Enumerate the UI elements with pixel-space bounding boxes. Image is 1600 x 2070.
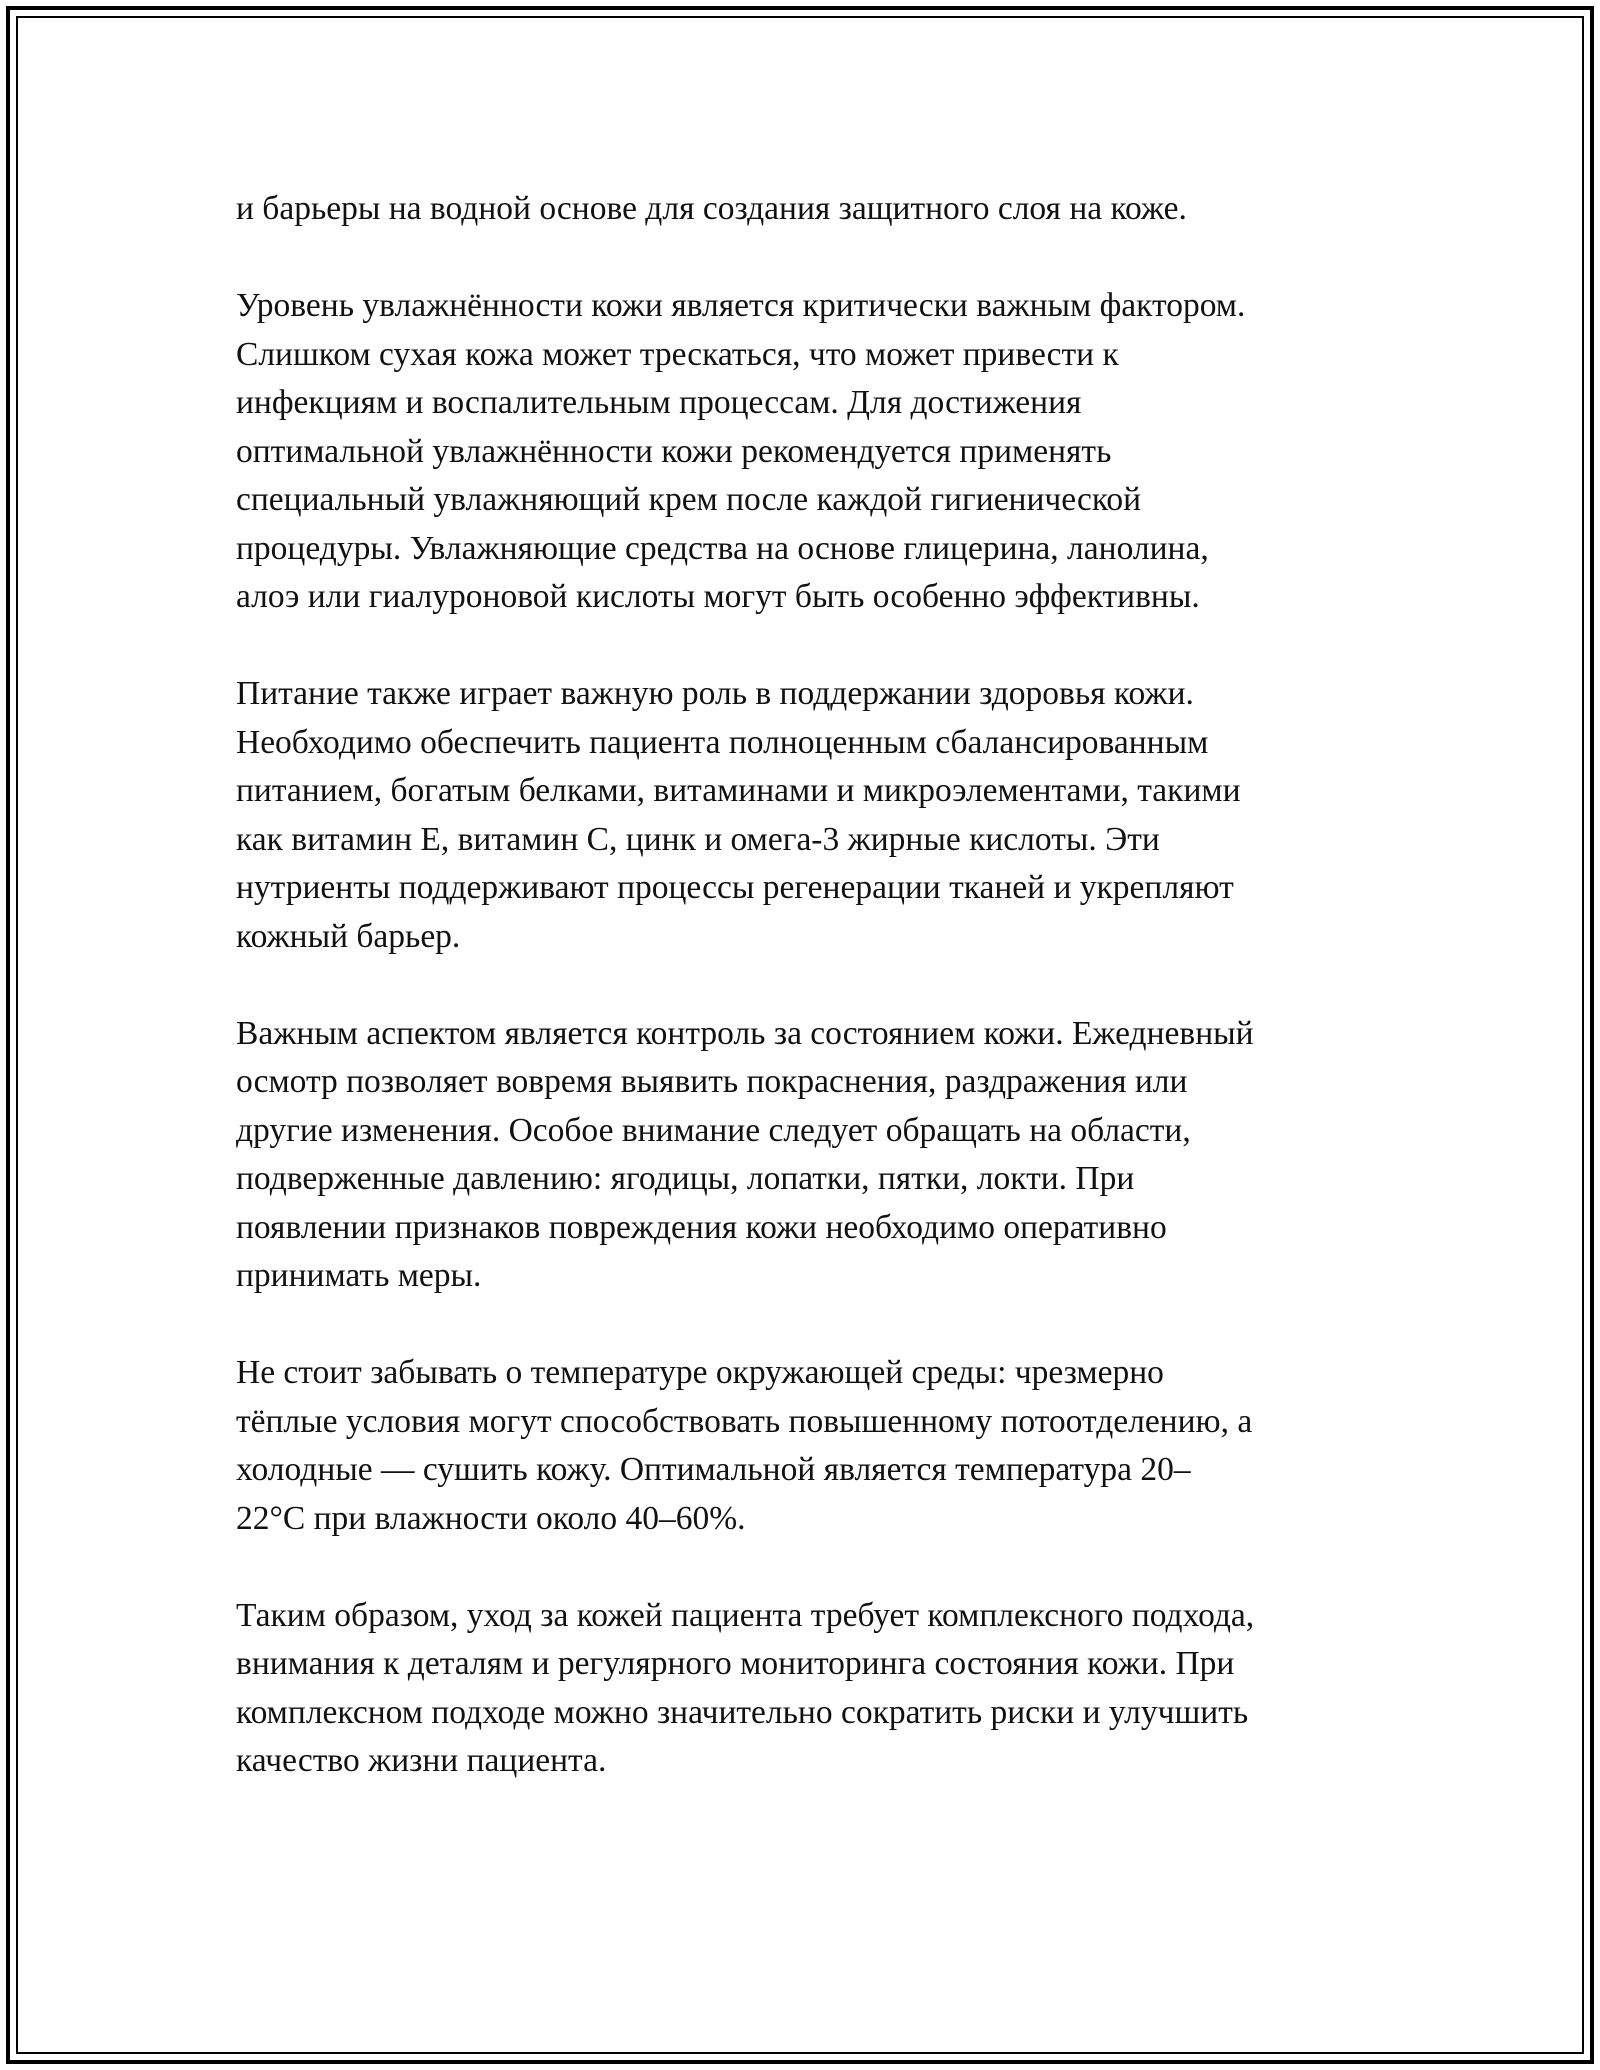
text-line: Слишком сухая кожа может трескаться, что может привести к xyxy=(236,335,1119,373)
paragraph-barriers xyxy=(236,185,1401,234)
text-line: Питание также играет важную роль в поддержании здоровья кожи. xyxy=(236,675,1194,712)
text-line: Необходимо обеспечить пациента полноценным сбалансированным xyxy=(236,723,1209,761)
text-line: нутриенты поддерживают процессы регенерации тканей и укрепляют xyxy=(236,869,1234,906)
text-line: специальный увлажняющий крем после каждой гигиенической xyxy=(236,481,1142,518)
paragraph-hydration xyxy=(236,282,1401,622)
document-body xyxy=(236,185,1401,1834)
text-line: качество жизни пациента. xyxy=(236,1742,607,1779)
text-line: питанием, богатым белками, витаминами и микроэлементами, такими xyxy=(236,772,1241,809)
text-line: как витамин Е, витамин С, цинк и омега-3 жирные кислоты. Эти xyxy=(236,820,1160,858)
text-line: комплексном подходе можно значительно сократить риски и улучшить xyxy=(236,1693,1249,1731)
text-line: кожный барьер. xyxy=(236,917,461,955)
text-line: процедуры. Увлажняющие средства на основе глицерина, ланолина, xyxy=(236,529,1209,567)
text-line: оптимальной увлажнённости кожи рекомендуется применять xyxy=(236,432,1112,470)
text-line: 22°C при влажности около 40–60%. xyxy=(236,1499,746,1537)
text-line: алоэ или гиалуроновой кислоты могут быть особенно эффективны. xyxy=(236,578,1200,615)
text-line: тёплые условия могут способствовать повышенному потоотделению, а xyxy=(236,1402,1253,1440)
paragraph-conclusion xyxy=(236,1592,1401,1786)
text-line: осмотр позволяет вовремя выявить покраснения, раздражения или xyxy=(236,1063,1188,1100)
text-line: Таким образом, уход за кожей пациента требует комплексного подхода, xyxy=(236,1596,1255,1634)
text-line: другие изменения. Особое внимание следует обращать на области, xyxy=(236,1111,1191,1149)
text-line: подверженные давлению: ягодицы, лопатки, пятки, локти. При xyxy=(236,1160,1135,1197)
text-line: Не стоит забывать о температуре окружающей среды: чрезмерно xyxy=(236,1354,1164,1391)
paragraph-temperature xyxy=(236,1349,1401,1543)
text-line: принимать меры. xyxy=(236,1257,482,1294)
text-line: Уровень увлажнённости кожи является критически важным фактором. xyxy=(236,287,1246,324)
text-line: холодные — сушить кожу. Оптимальной является температура 20– xyxy=(236,1451,1191,1488)
text-line: Важным аспектом является контроль за состоянием кожи. Ежедневный xyxy=(236,1014,1254,1052)
paragraph-nutrition xyxy=(236,670,1401,961)
text-line: инфекциям и воспалительным процессам. Для достижения xyxy=(236,384,1082,421)
paragraph-skin-monitoring xyxy=(236,1010,1401,1301)
text-line: и барьеры на водной основе для создания защитного слоя на коже. xyxy=(236,190,1187,227)
text-line: внимания к деталям и регулярного мониторинга состояния кожи. При xyxy=(236,1645,1235,1682)
text-line: появлении признаков повреждения кожи необходимо оперативно xyxy=(236,1208,1167,1246)
